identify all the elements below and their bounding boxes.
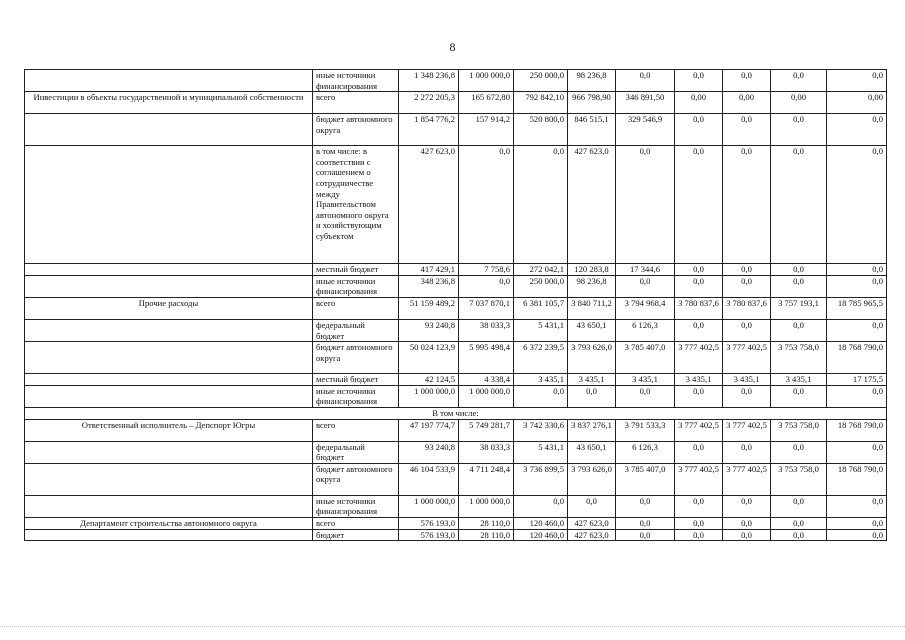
value-cell: 0,0 [723,517,771,529]
value-cell: 576 193,0 [399,529,459,541]
table-row [25,517,887,529]
value-cell: 28 110,0 [459,529,514,541]
funding-source-cell: в том числе: в соответствии с соглашением о сотрудничестве между Правительством автономного округа и хозяйствующим субъектом [313,146,399,264]
value-cell: 120 283,8 [568,264,616,276]
value-cell: 0,0 [675,114,723,146]
funding-source-cell: бюджет автономного округа [313,114,399,146]
value-cell: 47 197 774,7 [399,419,459,441]
value-cell: 93 240,8 [399,319,459,341]
value-cell: 427 623,0 [568,146,616,264]
funding-source-cell: всего [313,92,399,114]
table-row [25,374,887,386]
value-cell: 4 711 248,4 [459,463,514,495]
value-cell: 0,0 [827,441,887,463]
value-cell: 0,0 [827,385,887,407]
value-cell: 348 236,8 [399,275,459,297]
table-row [25,407,887,419]
value-cell: 93 240,8 [399,441,459,463]
value-cell: 17 175,5 [827,374,887,386]
value-cell: 0,0 [771,264,827,276]
value-cell: 120 460,0 [514,529,568,541]
value-cell: 0,0 [723,319,771,341]
row-name-cell [25,463,313,495]
value-cell: 250 000,0 [514,275,568,297]
value-cell: 6 126,3 [616,319,675,341]
value-cell: 0,0 [675,517,723,529]
value-cell: 3 840 711,2 [568,297,616,319]
value-cell: 0,0 [827,114,887,146]
value-cell: 1 348 236,8 [399,70,459,92]
value-cell: 0,0 [675,146,723,264]
row-name-cell [25,114,313,146]
value-cell: 0,00 [827,92,887,114]
value-cell: 3 777 402,5 [723,463,771,495]
value-cell: 346 891,50 [616,92,675,114]
value-cell: 3 435,1 [723,374,771,386]
value-cell: 0,0 [723,264,771,276]
value-cell: 42 124,5 [399,374,459,386]
funding-source-cell: федеральный бюджет [313,441,399,463]
value-cell: 3 780 837,6 [723,297,771,319]
value-cell: 0,0 [827,495,887,517]
value-cell: 51 159 489,2 [399,297,459,319]
value-cell: 98 236,8 [568,70,616,92]
funding-source-cell: иные источники финансирования [313,275,399,297]
value-cell: 3 753 758,0 [771,463,827,495]
row-name-cell [25,385,313,407]
value-cell: 1 000 000,0 [399,385,459,407]
value-cell: 3 757 193,1 [771,297,827,319]
value-cell: 3 785 407,0 [616,463,675,495]
table-row [25,70,887,92]
value-cell: 3 837 276,1 [568,419,616,441]
row-name-cell [25,319,313,341]
value-cell: 3 780 837,6 [675,297,723,319]
value-cell: 0,0 [616,70,675,92]
value-cell: 46 104 533,9 [399,463,459,495]
value-cell: 417 429,1 [399,264,459,276]
value-cell: 0,0 [723,70,771,92]
value-cell: 3 435,1 [568,374,616,386]
table-row [25,419,887,441]
row-name-cell [25,70,313,92]
funding-source-cell: бюджет [313,529,399,541]
value-cell: 0,0 [723,146,771,264]
table-row [25,385,887,407]
funding-source-cell: всего [313,297,399,319]
funding-source-cell: всего [313,419,399,441]
value-cell: 520 800,0 [514,114,568,146]
table-row [25,319,887,341]
value-cell: 98 236,8 [568,275,616,297]
funding-source-cell: иные источники финансирования [313,385,399,407]
value-cell: 3 736 899,5 [514,463,568,495]
value-cell: 38 033,3 [459,319,514,341]
value-cell: 0,0 [675,441,723,463]
row-name-cell [25,441,313,463]
row-name-cell [25,342,313,374]
value-cell: 0,0 [771,114,827,146]
value-cell: 0,0 [771,275,827,297]
table-row [25,275,887,297]
value-cell: 50 024 123,9 [399,342,459,374]
value-cell: 0,0 [616,385,675,407]
table-row [25,146,887,264]
value-cell: 3 435,1 [675,374,723,386]
value-cell: 6 381 105,7 [514,297,568,319]
page-number: 8 [449,40,456,54]
row-name-cell [25,529,313,541]
value-cell: 0,0 [568,385,616,407]
table-row [25,529,887,541]
value-cell: 0,0 [771,529,827,541]
row-name-cell: Ответственный исполнитель – Депспорт Югры [25,419,313,441]
value-cell: 0,0 [459,275,514,297]
value-cell: 0,0 [675,70,723,92]
funding-source-cell: федеральный бюджет [313,319,399,341]
table-row [25,463,887,495]
value-cell: 6 372 239,5 [514,342,568,374]
value-cell: 0,0 [675,264,723,276]
value-cell: 966 798,90 [568,92,616,114]
value-cell: 0,0 [723,529,771,541]
value-cell: 792 842,10 [514,92,568,114]
row-name-cell [25,374,313,386]
section-label-cell [25,407,887,419]
value-cell: 5 431,1 [514,319,568,341]
value-cell: 0,0 [675,495,723,517]
value-cell: 1 854 776,2 [399,114,459,146]
value-cell: 0,0 [771,495,827,517]
value-cell: 0,00 [675,92,723,114]
funding-source-cell: местный бюджет [313,264,399,276]
value-cell: 0,0 [771,517,827,529]
value-cell: 18 768 790,0 [827,342,887,374]
value-cell: 0,0 [723,275,771,297]
value-cell: 157 914,2 [459,114,514,146]
value-cell: 18 768 790,0 [827,419,887,441]
value-cell: 0,0 [827,146,887,264]
value-cell: 5 431,1 [514,441,568,463]
funding-source-cell: всего [313,517,399,529]
value-cell: 3 435,1 [514,374,568,386]
value-cell: 0,0 [827,70,887,92]
value-cell: 0,0 [827,319,887,341]
row-name-cell [25,146,313,264]
row-name-cell [25,275,313,297]
row-name-cell: Инвестиции в объекты государственной и муниципальной собственности [25,92,313,114]
value-cell: 2 272 205,3 [399,92,459,114]
value-cell: 3 777 402,5 [675,463,723,495]
value-cell: 6 126,3 [616,441,675,463]
value-cell: 3 753 758,0 [771,419,827,441]
value-cell: 3 777 402,5 [675,419,723,441]
value-cell: 0,0 [675,385,723,407]
value-cell: 0,0 [616,529,675,541]
funding-source-cell: бюджет автономного округа [313,463,399,495]
value-cell: 5 749 281,7 [459,419,514,441]
value-cell: 3 777 402,5 [723,419,771,441]
value-cell: 0,00 [723,92,771,114]
value-cell: 43 650,1 [568,441,616,463]
value-cell: 0,0 [827,275,887,297]
value-cell: 0,0 [827,529,887,541]
value-cell: 0,0 [723,114,771,146]
scan-edge-line [0,626,905,627]
value-cell: 3 777 402,5 [723,342,771,374]
value-cell: 3 794 968,4 [616,297,675,319]
value-cell: 427 623,0 [568,517,616,529]
value-cell: 165 672,80 [459,92,514,114]
value-cell: 3 793 626,0 [568,342,616,374]
table-row [25,342,887,374]
value-cell: 18 785 965,5 [827,297,887,319]
value-cell: 0,0 [514,146,568,264]
value-cell: 1 000 000,0 [399,495,459,517]
value-cell: 0,0 [514,495,568,517]
row-name-cell: Департамент строительства автономного округа [25,517,313,529]
table-row [25,92,887,114]
value-cell: 0,0 [827,517,887,529]
budget-table [24,69,887,541]
value-cell: 0,0 [723,441,771,463]
row-name-cell: Прочие расходы [25,297,313,319]
value-cell: 17 344,6 [616,264,675,276]
value-cell: 3 777 402,5 [675,342,723,374]
value-cell: 0,0 [771,441,827,463]
value-cell: 0,0 [771,146,827,264]
value-cell: 0,00 [771,92,827,114]
value-cell: 38 033,3 [459,441,514,463]
value-cell: 1 000 000,0 [459,385,514,407]
value-cell: 0,0 [723,385,771,407]
value-cell: 3 793 626,0 [568,463,616,495]
value-cell: 576 193,0 [399,517,459,529]
value-cell: 7 037 870,1 [459,297,514,319]
value-cell: 3 791 533,3 [616,419,675,441]
value-cell: 0,0 [771,70,827,92]
value-cell: 250 000,0 [514,70,568,92]
value-cell: 3 785 407,0 [616,342,675,374]
row-name-cell [25,495,313,517]
value-cell: 0,0 [771,319,827,341]
value-cell: 329 546,9 [616,114,675,146]
value-cell: 0,0 [675,275,723,297]
table-row [25,495,887,517]
value-cell: 4 338,4 [459,374,514,386]
funding-source-cell: иные источники финансирования [313,70,399,92]
value-cell: 1 000 000,0 [459,70,514,92]
value-cell: 427 623,0 [568,529,616,541]
value-cell: 0,0 [675,319,723,341]
funding-source-cell: иные источники финансирования [313,495,399,517]
value-cell: 846 515,1 [568,114,616,146]
value-cell: 7 758,6 [459,264,514,276]
value-cell: 3 742 330,6 [514,419,568,441]
value-cell: 0,0 [616,146,675,264]
value-cell: 3 435,1 [771,374,827,386]
table-row [25,114,887,146]
value-cell: 0,0 [568,495,616,517]
value-cell: 1 000 000,0 [459,495,514,517]
value-cell: 0,0 [827,264,887,276]
funding-source-cell: местный бюджет [313,374,399,386]
funding-source-cell: бюджет автономного округа [313,342,399,374]
row-name-cell [25,264,313,276]
value-cell: 120 460,0 [514,517,568,529]
value-cell: 0,0 [723,495,771,517]
table-row [25,297,887,319]
value-cell: 272 042,1 [514,264,568,276]
value-cell: 0,0 [616,275,675,297]
value-cell: 0,0 [616,517,675,529]
value-cell: 18 768 790,0 [827,463,887,495]
table-row [25,264,887,276]
value-cell: 5 995 498,4 [459,342,514,374]
value-cell: 0,0 [771,385,827,407]
value-cell: 427 623,0 [399,146,459,264]
table-body [25,70,887,541]
value-cell: 28 110,0 [459,517,514,529]
table-row [25,441,887,463]
value-cell: 3 753 758,0 [771,342,827,374]
value-cell: 0,0 [675,529,723,541]
value-cell: 43 650,1 [568,319,616,341]
value-cell: 0,0 [616,495,675,517]
value-cell: 3 435,1 [616,374,675,386]
value-cell: 0,0 [514,385,568,407]
value-cell: 0,0 [459,146,514,264]
section-label: В том числе: [432,407,479,418]
